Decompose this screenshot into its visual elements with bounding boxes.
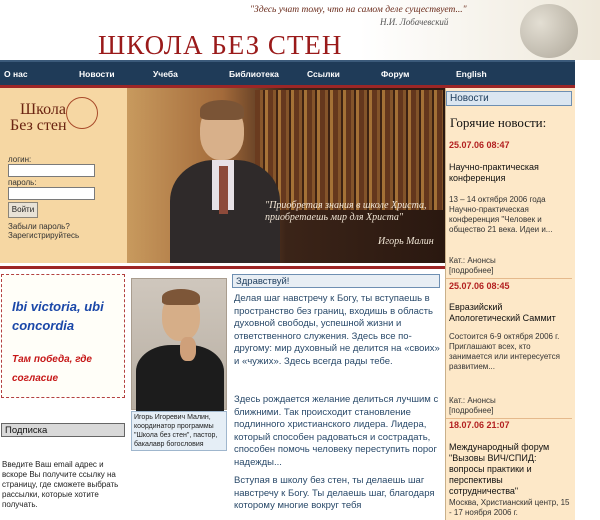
motto-latin: Ibi victoria, ubi concordia	[12, 299, 104, 333]
news-summary: Москва, Христианский центр, 15 - 17 ноября 2006 г.	[449, 498, 570, 517]
news-title-link[interactable]: Научно-практическая конференция	[449, 162, 539, 183]
nav-item-english[interactable]: English	[456, 69, 487, 79]
nav-item-about[interactable]: О нас	[4, 69, 28, 79]
school-logo[interactable]	[8, 95, 103, 140]
header-quote-author: Н.И. Лобачевский	[380, 17, 449, 27]
register-link[interactable]: Зарегистрируйтесь	[8, 231, 80, 240]
password-label: пароль:	[8, 178, 37, 187]
motto-translation: Там победа, где согласие	[12, 354, 92, 384]
news-date: 25.07.06 08:47	[449, 140, 510, 150]
nav-item-news[interactable]: Новости	[79, 69, 115, 79]
logo-line-2: Без стен	[10, 117, 67, 134]
main-paragraph-1: Делая шаг навстречу к Богу, ты вступаешь в пространство без границ, входишь в область духовной свободы, успешной жизни и ответственного служения. Здесь все по-другому: мир духовный не делится на «своих» и «чужих». Здесь всегда рады тебе.	[234, 293, 440, 367]
photo-caption: Игорь Игоревич Малин, координатор программы "Школа без стен", пастор, бакалавр богословия	[131, 411, 227, 451]
site-title: ШКОЛА БЕЗ СТЕН	[98, 30, 343, 60]
bookshelf-image	[255, 90, 443, 210]
login-input[interactable]	[8, 164, 95, 177]
hot-news-title: Горячие новости:	[450, 115, 547, 130]
hero-person-photo	[170, 100, 260, 263]
password-input[interactable]	[8, 187, 95, 200]
header-quote: "Здесь учат тому, что на самом деле существует..."	[250, 5, 467, 15]
main-nav	[0, 60, 575, 85]
news-summary: 13 – 14 октября 2006 года Научно-практическая конференция "Человек и общество 21 века. Идеи и...	[449, 195, 553, 234]
main-paragraph-3: Вступая в школу без стен, ты делаешь шаг навстречу к Богу. Ты делаешь шаг, благодаря которому многие вокруг тебя	[234, 475, 435, 511]
news-heading: Новости	[446, 91, 572, 106]
news-category: Кат.: Анонсы	[449, 256, 496, 265]
news-title-link[interactable]: Евразийский Апологетический Саммит	[449, 302, 556, 323]
banner-author: Игорь Малин	[378, 236, 434, 247]
login-button[interactable]: Войти	[8, 202, 38, 218]
logo-ring-icon	[66, 97, 98, 129]
news-date: 25.07.06 08:45	[449, 281, 510, 291]
author-photo	[131, 278, 227, 410]
subscribe-heading: Подписка	[1, 423, 125, 437]
main-paragraph-2: Здесь рождается желание делиться лучшим с ближними. Так происходит становление подлинного христианского лидера. Лидера, который способен радоваться и сострадать, способен помочь человеку переступить порог надежды...	[234, 394, 439, 468]
news-divider	[446, 278, 572, 279]
news-date: 18.07.06 21:07	[449, 420, 510, 430]
news-more-link[interactable]: [подробнее]	[449, 266, 494, 275]
greeting-heading: Здравствуй!	[232, 274, 440, 288]
news-more-link[interactable]: [подробнее]	[449, 406, 494, 415]
nav-item-forum[interactable]: Форум	[381, 69, 410, 79]
site-header	[0, 0, 600, 60]
banner-divider	[0, 263, 445, 272]
news-category: Кат.: Анонсы	[449, 396, 496, 405]
logo-line-1: Школа	[20, 101, 66, 118]
news-title-link[interactable]: Международный форум "Вызовы ВИЧ/СПИД: вопросы практики и перспективы сотрудничества"	[449, 442, 550, 496]
forgot-password-link[interactable]: Забыли пароль?	[8, 222, 70, 231]
news-divider	[446, 418, 572, 419]
banner-quote: "Приобретая знания в школе Христа, приобретаешь мир для Христа"	[265, 200, 427, 223]
login-label: логин:	[8, 155, 32, 164]
nav-item-links[interactable]: Ссылки	[307, 69, 340, 79]
subscribe-text: Введите Ваш email адрес и вскоре Вы получите ссылку на страницу, где сможете выбрать рассылки, которые хотите получать.	[2, 460, 119, 509]
nav-item-study[interactable]: Учеба	[153, 69, 178, 79]
nav-item-library[interactable]: Библиотека	[229, 69, 279, 79]
globe-icon	[520, 4, 578, 58]
news-summary: Состоится 6-9 октября 2006 г. Приглашают всех, кто занимается или интересуется развитием...	[449, 332, 560, 371]
